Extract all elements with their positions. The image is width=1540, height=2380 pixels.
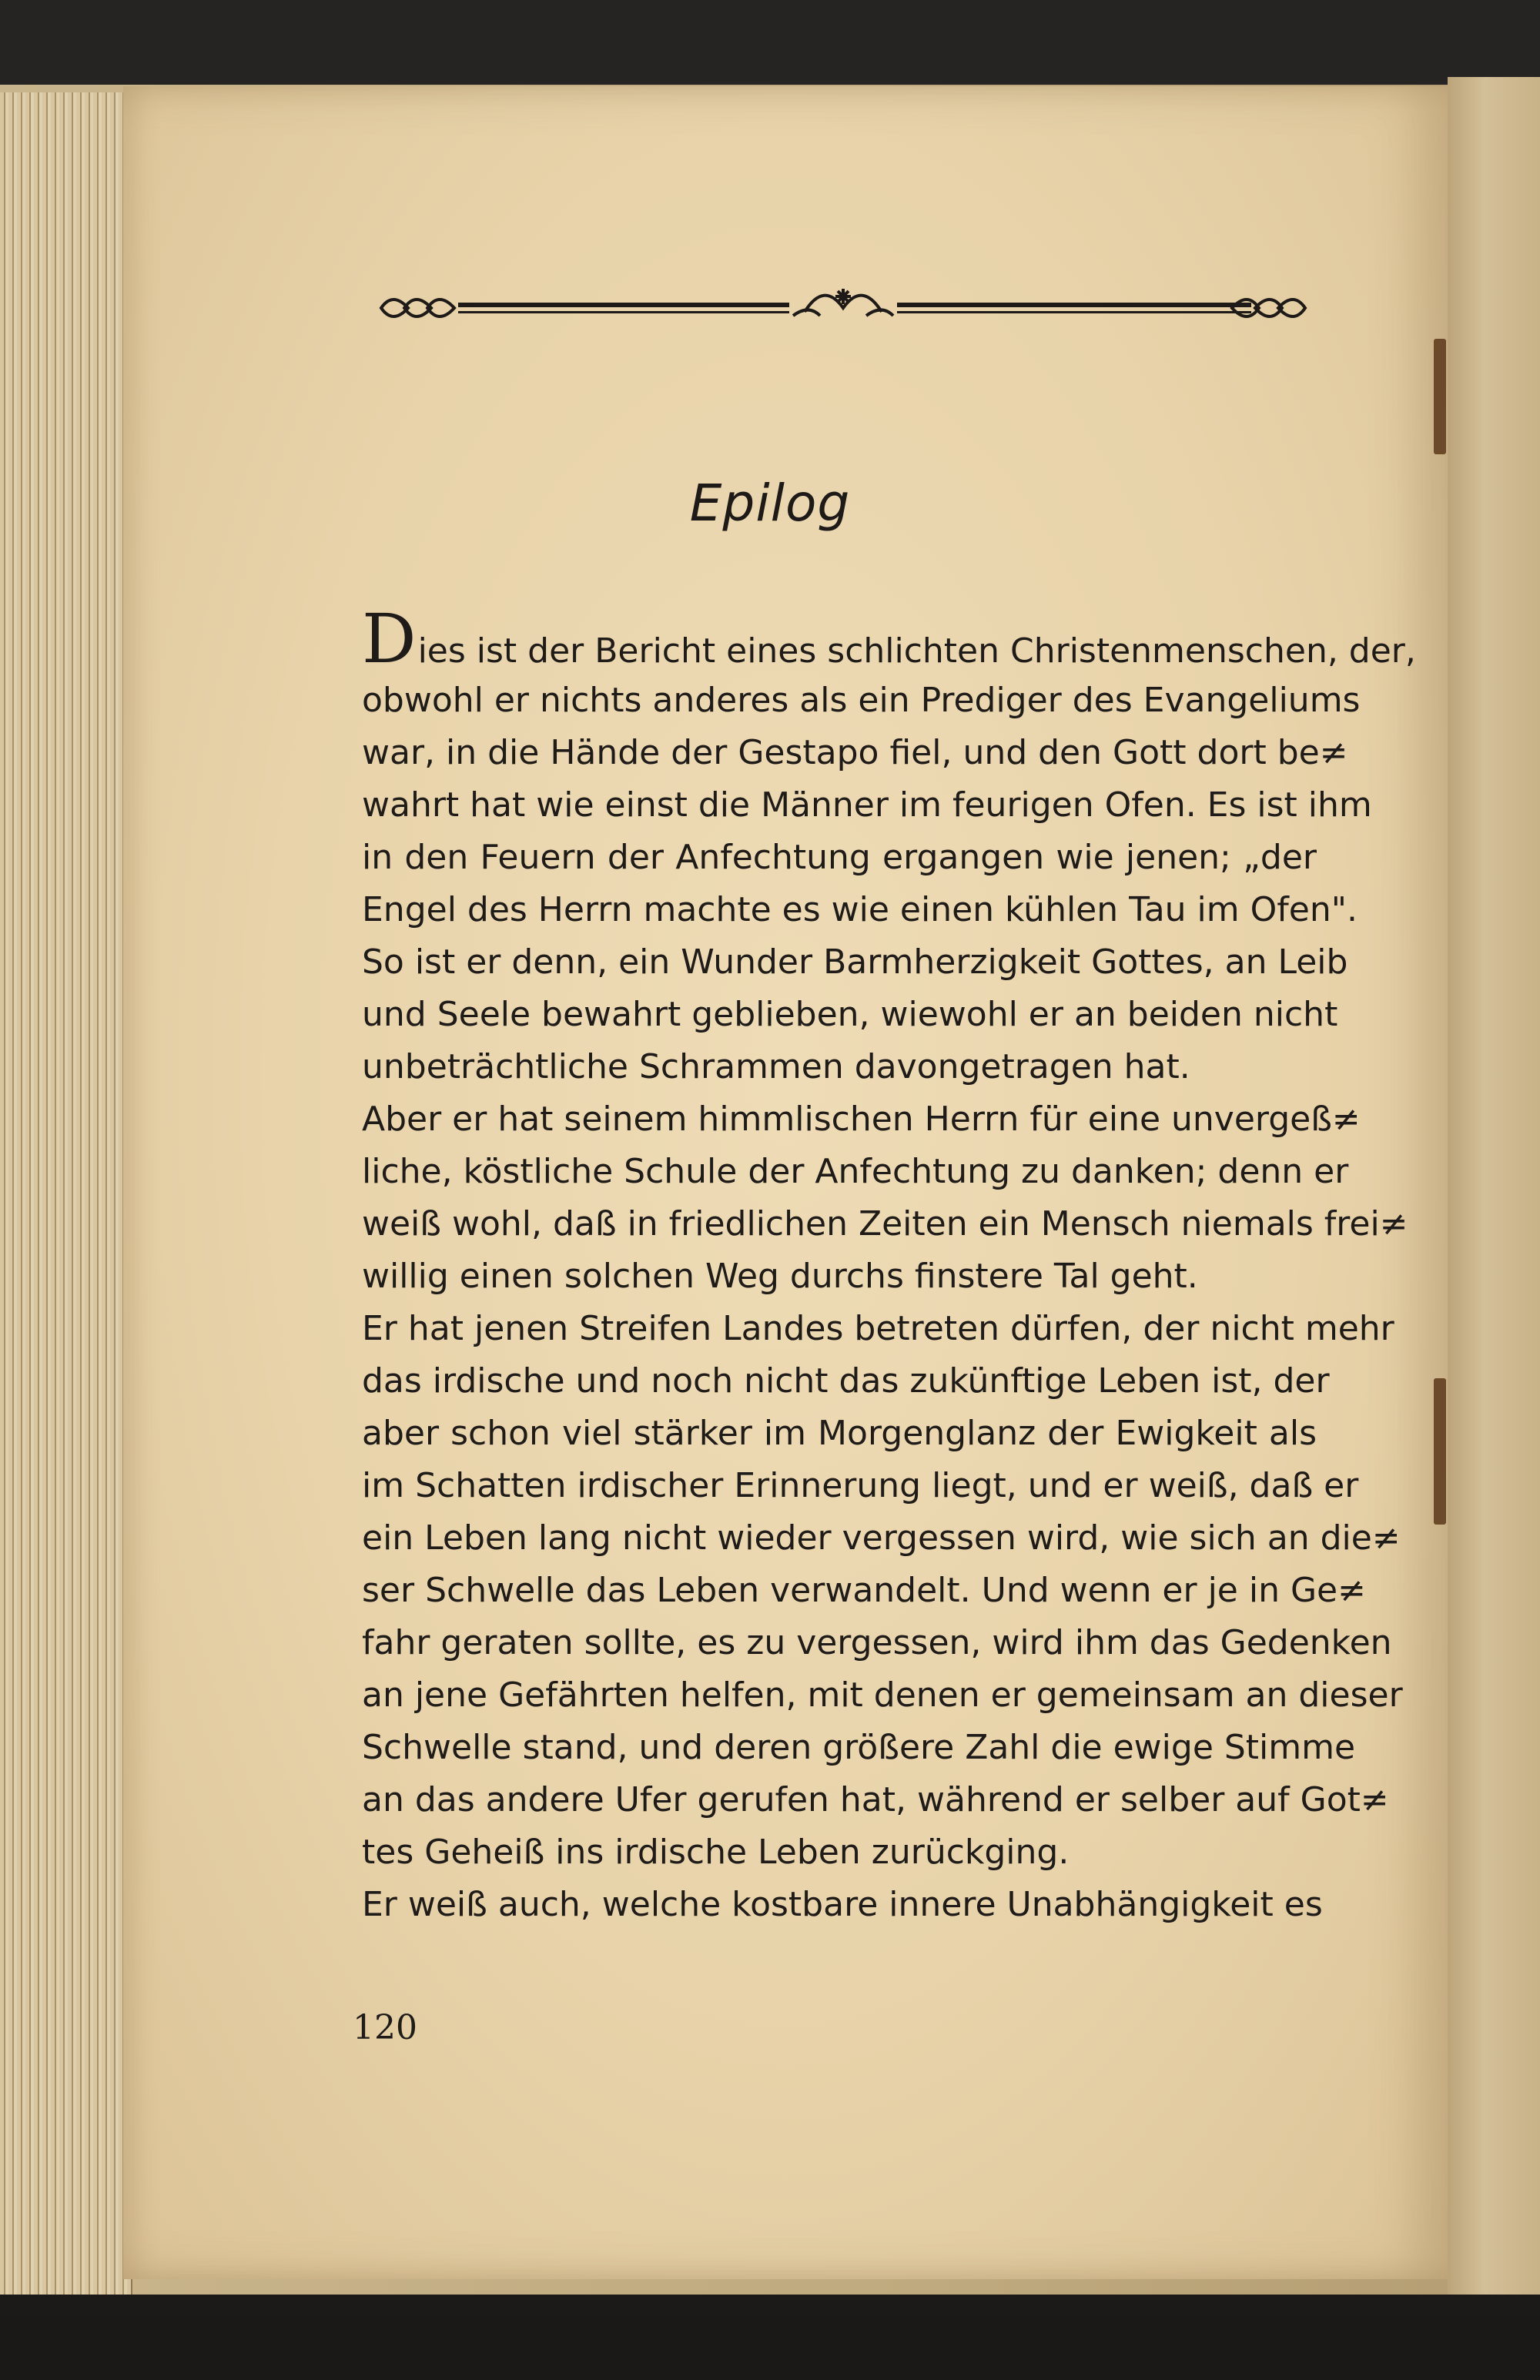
chapter-title: Epilog — [689, 474, 851, 533]
binding-tab — [1434, 339, 1446, 454]
text-line: liche, köstliche Schule der Anfechtung zu danken; denn er — [362, 1152, 1349, 1191]
text-line: ein Leben lang nicht wieder vergessen wird, wie sich an die≠ — [362, 1518, 1401, 1558]
text-line: ser Schwelle das Leben verwandelt. Und wenn er je in Ge≠ — [362, 1571, 1366, 1610]
text-line: an das andere Ufer gerufen hat, während er selber auf Got≠ — [362, 1780, 1389, 1819]
page-edges — [0, 92, 132, 2295]
page-number: 120 — [353, 2008, 417, 2047]
binding-tab — [1434, 1378, 1446, 1525]
facing-cover-edge — [1448, 77, 1540, 2295]
text-line: in den Feuern der Anfechtung ergangen wie jenen; „der — [362, 838, 1317, 877]
text-line: das irdische und noch nicht das zukünftige Leben ist, der — [362, 1361, 1330, 1401]
text-line: So ist er denn, ein Wunder Barmherzigkeit Gottes, an Leib — [362, 942, 1348, 982]
text-line: Er weiß auch, welche kostbare innere Unabhängigkeit es — [362, 1885, 1323, 1924]
text-line: Engel des Herrn machte es wie einen kühlen Tau im Ofen". — [362, 890, 1358, 929]
text-line: tes Geheiß ins irdische Leben zurückging. — [362, 1833, 1070, 1872]
text-line: Dies ist der Bericht eines schlichten Christenmenschen, der, — [362, 599, 1416, 678]
text-line: willig einen solchen Weg durchs finstere Tal geht. — [362, 1257, 1198, 1296]
drop-cap: D — [362, 599, 417, 678]
text-line: an jene Gefährten helfen, mit denen er gemeinsam an dieser — [362, 1675, 1403, 1715]
ornament-rule-icon — [373, 273, 1313, 343]
text-line: weiß wohl, daß in friedlichen Zeiten ein Mensch niemals frei≠ — [362, 1204, 1408, 1244]
text-line: Aber er hat seinem himmlischen Herrn für eine unvergeß≠ — [362, 1100, 1361, 1139]
text-line: Er hat jenen Streifen Landes betreten dürfen, der nicht mehr — [362, 1309, 1394, 1348]
body-text — [362, 599, 1416, 1931]
text-line: unbeträchtliche Schrammen davongetragen hat. — [362, 1047, 1190, 1086]
text-line: obwohl er nichts anderes als ein Prediger des Evangeliums — [362, 681, 1361, 720]
text-line: und Seele bewahrt geblieben, wiewohl er an beiden nicht — [362, 995, 1338, 1034]
text-line: aber schon viel stärker im Morgenglanz der Ewigkeit als — [362, 1414, 1317, 1453]
text-line: fahr geraten sollte, es zu vergessen, wird ihm das Gedenken — [362, 1623, 1392, 1662]
text-line: im Schatten irdischer Erinnerung liegt, und er weiß, daß er — [362, 1466, 1359, 1505]
text-line: wahrt hat wie einst die Männer im feurigen Ofen. Es ist ihm — [362, 785, 1372, 825]
text-line: Schwelle stand, und deren größere Zahl die ewige Stimme — [362, 1728, 1356, 1767]
text-line: war, in die Hände der Gestapo fiel, und den Gott dort be≠ — [362, 733, 1348, 772]
